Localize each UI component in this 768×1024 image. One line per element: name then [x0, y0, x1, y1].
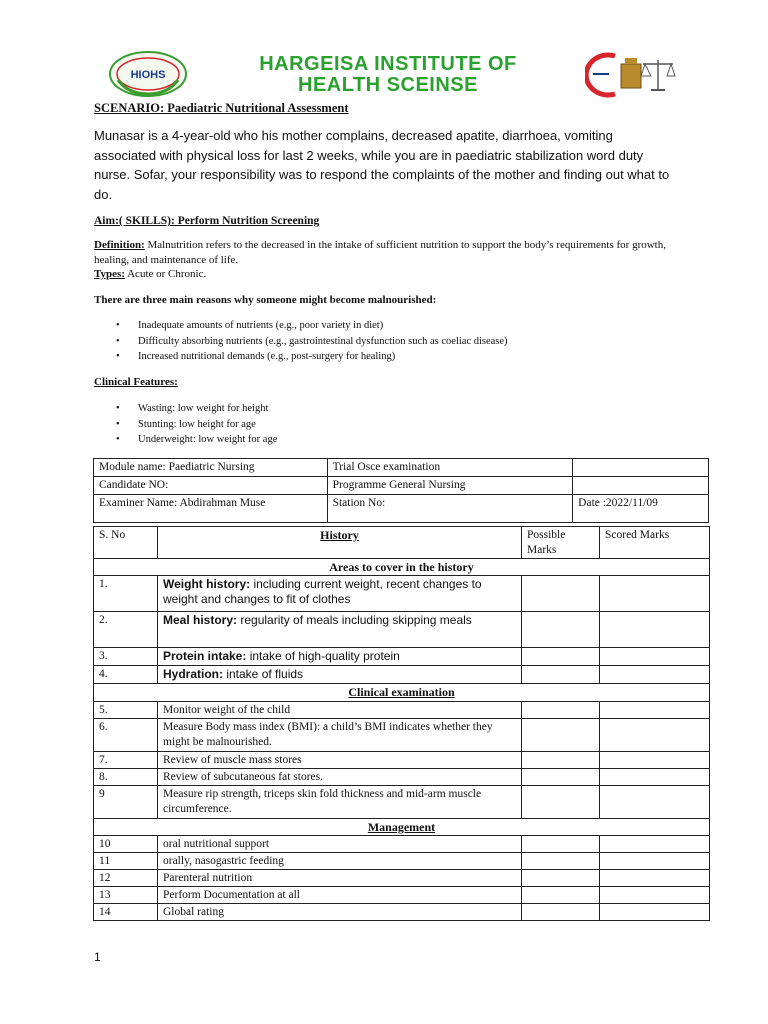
- table-row: [94, 836, 710, 853]
- list-item: • Difficulty absorbing nutrients (e.g., gastrointestinal dysfunction such as coeliac disease): [116, 334, 508, 350]
- types-text: Acute or Chronic.: [124, 268, 207, 280]
- table-row: [94, 870, 710, 887]
- definition-paragraph: [94, 238, 674, 268]
- item-number: 11: [94, 853, 158, 870]
- management-heading: Management: [94, 819, 710, 836]
- table-row: [94, 719, 710, 752]
- possible-mark-cell[interactable]: [522, 887, 600, 904]
- item-number: 13: [94, 887, 158, 904]
- item-number: 7.: [94, 752, 158, 769]
- scored-mark-cell[interactable]: [600, 666, 710, 684]
- item-text: [158, 648, 522, 666]
- reasons-list: [116, 318, 508, 365]
- list-item: • Wasting: low weight for height: [116, 401, 277, 417]
- scored-mark-cell[interactable]: [600, 769, 710, 786]
- section-row: [94, 684, 710, 702]
- possible-mark-cell[interactable]: [522, 853, 600, 870]
- clinical-features-list: [116, 401, 277, 448]
- scored-mark-cell[interactable]: [600, 887, 710, 904]
- item-number: 2.: [94, 612, 158, 648]
- possible-mark-cell[interactable]: [522, 904, 600, 921]
- scored-mark-cell[interactable]: [600, 702, 710, 719]
- aim-heading: Aim:( SKILLS): Perform Nutrition Screening: [94, 215, 320, 227]
- item-text: Measure Body mass index (BMI): a child’s BMI indicates whether they might be malnourished.: [158, 719, 522, 752]
- scored-mark-cell[interactable]: [600, 612, 710, 648]
- module-cell: Module name: Paediatric Nursing: [94, 459, 328, 477]
- table-row: [94, 769, 710, 786]
- list-item: • Increased nutritional demands (e.g., post-surgery for healing): [116, 349, 508, 365]
- possible-mark-cell[interactable]: [522, 612, 600, 648]
- possible-mark-cell[interactable]: [522, 666, 600, 684]
- table-row: [94, 786, 710, 819]
- item-text: orally, nasogastric feeding: [158, 853, 522, 870]
- scored-mark-cell[interactable]: [600, 719, 710, 752]
- item-text: [158, 666, 522, 684]
- scored-marks-header: Scored Marks: [600, 527, 710, 559]
- table-row: [94, 904, 710, 921]
- station-cell: Station No:: [327, 495, 573, 523]
- table-row: [94, 702, 710, 719]
- table-row: [94, 666, 710, 684]
- possible-mark-cell[interactable]: [522, 719, 600, 752]
- item-number: 5.: [94, 702, 158, 719]
- reasons-heading: There are three main reasons why someone might become malnourished:: [94, 294, 437, 306]
- definition-text: Malnutrition refers to the decreased in the intake of sufficient nutrition to support the body’s requirements for growth, healing, and maintenance of life.: [94, 239, 666, 266]
- scored-mark-cell[interactable]: [600, 786, 710, 819]
- item-number: 12: [94, 870, 158, 887]
- possible-mark-cell[interactable]: [522, 576, 600, 612]
- item-number: 8.: [94, 769, 158, 786]
- empty-cell: [573, 477, 709, 495]
- candidate-cell: Candidate NO:: [94, 477, 328, 495]
- item-text: [158, 576, 522, 612]
- exam-info-table: [93, 458, 709, 523]
- possible-mark-cell[interactable]: [522, 648, 600, 666]
- item-text: Review of subcutaneous fat stores.: [158, 769, 522, 786]
- clinical-features-heading: Clinical Features:: [94, 376, 178, 388]
- section-row: [94, 819, 710, 836]
- scored-mark-cell[interactable]: [600, 576, 710, 612]
- possible-marks-header: Possible Marks: [522, 527, 600, 559]
- item-text: Parenteral nutrition: [158, 870, 522, 887]
- table-row: [94, 459, 709, 477]
- institute-logo: [108, 50, 188, 98]
- table-row: [94, 495, 709, 523]
- section-row: [94, 559, 710, 576]
- item-label: Protein intake:: [163, 649, 247, 663]
- possible-mark-cell[interactable]: [522, 786, 600, 819]
- areas-heading: Areas to cover in the history: [94, 559, 710, 576]
- scored-mark-cell[interactable]: [600, 648, 710, 666]
- scenario-description: Munasar is a 4-year-old who his mother complains, decreased apatite, diarrhoea, vomiting associated with physical loss for last 2 weeks, while you are in paediatric stabilization word duty nurse. Sofar, your responsibility was to respond the complaints of the mother and finding out what to do.: [94, 128, 670, 202]
- scored-mark-cell[interactable]: [600, 752, 710, 769]
- types-label: Types:: [94, 268, 125, 280]
- table-row: [94, 853, 710, 870]
- history-header: History: [158, 527, 522, 559]
- item-detail: including current weight, recent changes to weight and changes to fit of clothes: [163, 577, 482, 606]
- item-detail: regularity of meals including skipping meals: [237, 613, 472, 627]
- item-number: 10: [94, 836, 158, 853]
- title-line-2: HEALTH SCEINSE: [298, 74, 478, 96]
- item-text: Measure rip strength, triceps skin fold thickness and mid-arm muscle circumference.: [158, 786, 522, 819]
- list-item: • Stunting: low height for age: [116, 417, 277, 433]
- table-row: [94, 752, 710, 769]
- date-cell: Date :2022/11/09: [573, 495, 709, 523]
- scales-emblem-logo: [585, 50, 677, 98]
- sno-header: S. No: [94, 527, 158, 559]
- item-label: Weight history:: [163, 577, 251, 591]
- item-label: Meal history:: [163, 613, 238, 627]
- possible-mark-cell[interactable]: [522, 870, 600, 887]
- item-text: Monitor weight of the child: [158, 702, 522, 719]
- item-text: Review of muscle mass stores: [158, 752, 522, 769]
- possible-mark-cell[interactable]: [522, 702, 600, 719]
- list-item: • Inadequate amounts of nutrients (e.g., poor variety in diet): [116, 318, 508, 334]
- table-row: [94, 648, 710, 666]
- item-text: [158, 612, 522, 648]
- item-text: Perform Documentation at all: [158, 887, 522, 904]
- table-row: [94, 576, 710, 612]
- item-number: 4.: [94, 666, 158, 684]
- item-detail: intake of fluids: [223, 667, 304, 681]
- scored-mark-cell[interactable]: [600, 836, 710, 853]
- institute-title: [200, 54, 576, 96]
- item-detail: intake of high-quality protein: [246, 649, 400, 663]
- item-label: Hydration:: [163, 667, 223, 681]
- item-number: 1.: [94, 576, 158, 612]
- item-number: 9: [94, 786, 158, 819]
- exam-heading: Clinical examination: [94, 684, 710, 702]
- item-text: Global rating: [158, 904, 522, 921]
- possible-mark-cell[interactable]: [522, 769, 600, 786]
- table-row: [94, 612, 710, 648]
- title-line-1: HARGEISA INSTITUTE OF: [259, 53, 517, 75]
- page-number: 1: [94, 950, 101, 964]
- trial-cell: Trial Osce examination: [327, 459, 573, 477]
- possible-mark-cell[interactable]: [522, 836, 600, 853]
- svg-text:HIOHS: HIOHS: [130, 69, 166, 81]
- programme-cell: Programme General Nursing: [327, 477, 573, 495]
- list-item: • Underweight: low weight for age: [116, 432, 277, 448]
- scored-mark-cell[interactable]: [600, 870, 710, 887]
- item-number: 6.: [94, 719, 158, 752]
- empty-cell: [573, 459, 709, 477]
- table-header-row: [94, 527, 710, 559]
- checklist-table: [93, 526, 710, 921]
- item-text: oral nutritional support: [158, 836, 522, 853]
- definition-label: Definition:: [94, 239, 145, 251]
- table-row: [94, 477, 709, 495]
- scenario-heading: SCENARIO: Paediatric Nutritional Assessment: [94, 101, 349, 115]
- table-row: [94, 887, 710, 904]
- item-number: 14: [94, 904, 158, 921]
- scored-mark-cell[interactable]: [600, 853, 710, 870]
- scored-mark-cell[interactable]: [600, 904, 710, 921]
- item-number: 3.: [94, 648, 158, 666]
- types-line: [94, 268, 206, 280]
- examiner-cell: Examiner Name: Abdirahman Muse: [94, 495, 328, 523]
- possible-mark-cell[interactable]: [522, 752, 600, 769]
